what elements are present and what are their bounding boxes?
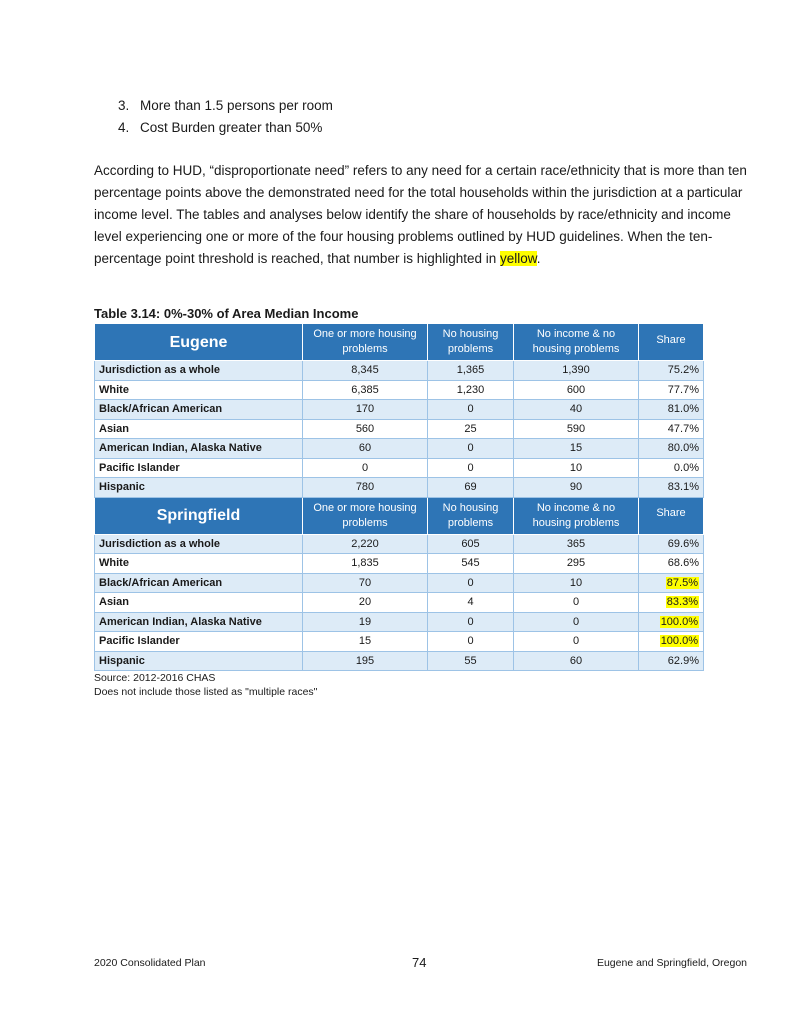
list-item: 3. More than 1.5 persons per room: [118, 98, 333, 113]
cell-one-or-more-problems: 170: [303, 400, 428, 420]
row-label: Asian: [95, 593, 303, 613]
column-header: No income & no housing problems: [514, 497, 639, 534]
cell-one-or-more-problems: 6,385: [303, 380, 428, 400]
cell-no-income: 0: [514, 632, 639, 652]
cell-one-or-more-problems: 19: [303, 612, 428, 632]
list-item-text: More than 1.5 persons per room: [140, 98, 333, 113]
cell-no-income: 40: [514, 400, 639, 420]
table-row: [95, 380, 704, 400]
row-label: Pacific Islander: [95, 632, 303, 652]
section-city-title: Eugene: [95, 324, 303, 361]
income-table: [94, 323, 704, 671]
cell-no-income: 10: [514, 573, 639, 593]
cell-one-or-more-problems: 1,835: [303, 554, 428, 574]
cell-one-or-more-problems: 780: [303, 478, 428, 498]
column-header: No income & no housing problems: [514, 324, 639, 361]
section-header-row: [95, 324, 704, 361]
table-row: [95, 361, 704, 381]
row-label: Hispanic: [95, 651, 303, 671]
column-header: One or more housing problems: [303, 497, 428, 534]
cell-no-income: 0: [514, 612, 639, 632]
cell-share: [639, 632, 704, 652]
cell-no-problems: 0: [428, 573, 514, 593]
cell-share: 80.0%: [639, 439, 704, 459]
cell-share: 77.7%: [639, 380, 704, 400]
cell-no-income: 1,390: [514, 361, 639, 381]
cell-share: 75.2%: [639, 361, 704, 381]
column-header: Share: [639, 497, 704, 534]
table-row: [95, 573, 704, 593]
body-paragraph: According to HUD, “disproportionate need” refers to any need for a certain race/ethnicity that is more than ten percentage points above the demonstrated need for the total households within the jurisdiction at a particular income level. The tables and analyses below identify the share of households by race/ethnicity and income level experiencing one or more of the four housing problems outlined by HUD guidelines. When the ten-percentage point threshold is reached, that number is highlighted in yellow.: [94, 163, 747, 266]
table-row: [95, 478, 704, 498]
cell-one-or-more-problems: 0: [303, 458, 428, 478]
table-row: [95, 400, 704, 420]
row-label: Black/African American: [95, 573, 303, 593]
cell-no-problems: 25: [428, 419, 514, 439]
table-row: [95, 439, 704, 459]
cell-share: 47.7%: [639, 419, 704, 439]
cell-no-income: 590: [514, 419, 639, 439]
source-notes: [94, 671, 317, 699]
highlighted-share: 87.5%: [666, 576, 698, 589]
cell-share: 83.1%: [639, 478, 704, 498]
cell-no-problems: 605: [428, 534, 514, 554]
row-label: Pacific Islander: [95, 458, 303, 478]
cell-no-problems: 1,230: [428, 380, 514, 400]
cell-no-income: 60: [514, 651, 639, 671]
cell-no-problems: 0: [428, 612, 514, 632]
row-label: Jurisdiction as a whole: [95, 534, 303, 554]
highlighted-share: 83.3%: [666, 596, 698, 609]
cell-share: 0.0%: [639, 458, 704, 478]
source-line: Source: 2012-2016 CHAS: [94, 672, 216, 684]
column-header: No housing problems: [428, 324, 514, 361]
table-row: [95, 593, 704, 613]
page-number: 74: [412, 955, 427, 970]
cell-share: 68.6%: [639, 554, 704, 574]
column-header: Share: [639, 324, 704, 361]
column-header: No housing problems: [428, 497, 514, 534]
section-header-row: [95, 497, 704, 534]
cell-no-problems: 4: [428, 593, 514, 613]
cell-share: 62.9%: [639, 651, 704, 671]
table-row: [95, 612, 704, 632]
cell-share: 69.6%: [639, 534, 704, 554]
row-label: Black/African American: [95, 400, 303, 420]
cell-share: [639, 612, 704, 632]
cell-no-income: 15: [514, 439, 639, 459]
row-label: Hispanic: [95, 478, 303, 498]
cell-no-problems: 0: [428, 632, 514, 652]
row-label: White: [95, 380, 303, 400]
cell-one-or-more-problems: 560: [303, 419, 428, 439]
cell-no-income: 295: [514, 554, 639, 574]
list-item-text: Cost Burden greater than 50%: [140, 120, 323, 135]
table-row: [95, 554, 704, 574]
cell-one-or-more-problems: 20: [303, 593, 428, 613]
cell-one-or-more-problems: 15: [303, 632, 428, 652]
numbered-list: [118, 95, 333, 139]
row-label: White: [95, 554, 303, 574]
footer-right: Eugene and Springfield, Oregon: [596, 957, 747, 969]
cell-no-income: 365: [514, 534, 639, 554]
row-label: Asian: [95, 419, 303, 439]
note-line: Does not include those listed as "multiple races": [94, 686, 318, 698]
row-label: American Indian, Alaska Native: [95, 612, 303, 632]
highlighted-word: yellow: [500, 251, 537, 266]
section-city-title: Springfield: [95, 497, 303, 534]
cell-no-problems: 545: [428, 554, 514, 574]
table-row: [95, 651, 704, 671]
cell-one-or-more-problems: 70: [303, 573, 428, 593]
table-row: [95, 632, 704, 652]
cell-no-problems: 0: [428, 439, 514, 459]
cell-one-or-more-problems: 2,220: [303, 534, 428, 554]
highlighted-share: 100.0%: [660, 615, 698, 628]
column-header: One or more housing problems: [303, 324, 428, 361]
cell-one-or-more-problems: 60: [303, 439, 428, 459]
cell-no-income: 90: [514, 478, 639, 498]
footer-left: 2020 Consolidated Plan: [94, 957, 206, 969]
table-row: [95, 534, 704, 554]
cell-share: 81.0%: [639, 400, 704, 420]
cell-no-problems: 1,365: [428, 361, 514, 381]
cell-no-problems: 55: [428, 651, 514, 671]
cell-no-income: 0: [514, 593, 639, 613]
cell-no-problems: 0: [428, 458, 514, 478]
row-label: Jurisdiction as a whole: [95, 361, 303, 381]
cell-one-or-more-problems: 8,345: [303, 361, 428, 381]
table-caption: Table 3.14: 0%-30% of Area Median Income: [94, 306, 359, 321]
highlighted-share: 100.0%: [660, 635, 698, 648]
row-label: American Indian, Alaska Native: [95, 439, 303, 459]
cell-no-problems: 69: [428, 478, 514, 498]
table-row: [95, 419, 704, 439]
cell-no-income: 600: [514, 380, 639, 400]
list-item: 4. Cost Burden greater than 50%: [118, 120, 323, 135]
table-row: [95, 458, 704, 478]
cell-share: [639, 593, 704, 613]
cell-no-problems: 0: [428, 400, 514, 420]
cell-one-or-more-problems: 195: [303, 651, 428, 671]
cell-no-income: 10: [514, 458, 639, 478]
cell-share: [639, 573, 704, 593]
